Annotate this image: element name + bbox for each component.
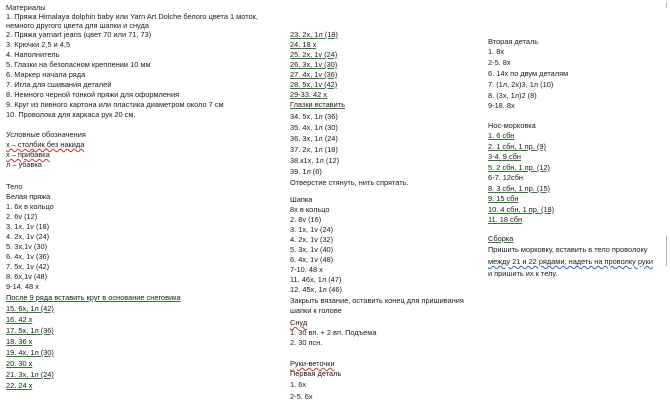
- second-part-heading: Вторая деталь: [488, 37, 539, 46]
- body-row-16: 16. 42 х: [6, 315, 33, 324]
- material-10: 10. Проволока для каркаса рук 20 см.: [6, 110, 136, 119]
- second-part-row-8: 8. (3х, 1л)2 (8): [488, 91, 537, 100]
- body-row-17: 17. 5х, 1л (36): [6, 326, 54, 335]
- hat-heading: Шапка: [290, 195, 313, 204]
- body-row-37: 37. 2х, 1л (18): [290, 145, 338, 154]
- body-row-28: 28. 5х, 1v (42): [290, 80, 338, 89]
- body-row-5: 5. 3х,1v (30): [6, 242, 48, 251]
- material-3: 3. Крючки 2,5 и 4,5: [6, 40, 71, 49]
- hat-row-12: 12. 45х, 1л (46): [290, 285, 342, 294]
- legend-sc: х – столбик без накида: [6, 140, 85, 149]
- material-1: 1. Пряжа Himalaya dolphin baby или Yarn Art Dolche белого цвета 1 моток,: [6, 12, 258, 21]
- scarf-row-1: 1. 30 вп. + 2 вп. Подъема: [290, 328, 377, 337]
- body-row-29-33: 29-33. 42 х: [290, 90, 327, 99]
- body-finish-note: Отверстие стянуть, нить спрятать.: [290, 178, 409, 187]
- second-part-row-6: 6. 14х по двум деталям: [488, 69, 569, 78]
- body-yarn: Белая пряжа: [6, 192, 51, 201]
- material-2: 2. Пряжа yarnart jeans (цвет 70 или 71, 73): [6, 30, 152, 39]
- nose-row-9: 9. 15 сбн: [488, 194, 519, 203]
- second-part-row-7: 7. (1л, 2х)3, 1л (10): [488, 80, 554, 89]
- materials-heading: Материалы: [6, 3, 46, 12]
- material-4: 4. Наполнитель: [6, 50, 60, 59]
- material-9: 9. Круг из пивного картона или пластика диаметром около 7 см: [6, 100, 224, 109]
- nose-row-6-7: 6-7. 12сбн: [488, 173, 524, 182]
- body-row-18: 18. 36 х: [6, 337, 33, 346]
- legend-heading: Условные обозначения: [6, 130, 86, 139]
- body-row-38: 38.к1х, 1л (12): [290, 156, 340, 165]
- assembly-text-1: Пришить морковку, вставить в тело проволоку: [488, 245, 648, 254]
- body-row-26: 26. 3х, 1v (30): [290, 60, 338, 69]
- nose-row-10: 10. 4 сбн, 1 пр. (18): [488, 205, 555, 214]
- scarf-row-2: 2. 30 псн.: [290, 338, 323, 347]
- body-row-21: 21. 3х, 1л (24): [6, 370, 54, 379]
- nose-row-1: 1. 6 сбн: [488, 131, 515, 140]
- body-row-3: 3. 1х, 1v (18): [6, 222, 50, 231]
- body-row-34: 34. 5х, 1л (36): [290, 112, 338, 121]
- arms-heading: Руки-веточки: [290, 359, 335, 368]
- scarf-heading: Снуд: [290, 318, 308, 327]
- hat-row-3: 3. 1х, 1v (24): [290, 225, 334, 234]
- second-part-row-1: 1. 8х: [488, 47, 505, 56]
- legend-increase: х – прибавка: [6, 150, 50, 159]
- body-row-22: 22. 24 х: [6, 381, 33, 390]
- body-row-23: 23. 2х, 1л (18): [290, 30, 338, 39]
- body-insert-circle-note: После 9 ряда вставить круг в основание снеговика: [6, 293, 181, 302]
- page-edge-line-bottom: [666, 236, 667, 266]
- nose-row-2: 2. 1 сбн, 1 пр. (9): [488, 142, 546, 151]
- nose-row-5: 5. 2 сбн, 1 пр. (12): [488, 163, 551, 172]
- body-heading: Тело: [6, 182, 23, 191]
- arms-row-2-5: 2-5. 6х: [290, 392, 313, 401]
- page-edge-line-top: [666, 2, 667, 8]
- arms-row-1: 1. 6х: [290, 380, 307, 389]
- body-row-9-14: 9-14. 48 х: [6, 282, 39, 291]
- material-5: 5. Глазки на безопасном креплении 10 мм: [6, 60, 151, 69]
- legend-decrease: л – убавка: [6, 160, 42, 169]
- body-row-19: 19. 4х, 1л (30): [6, 348, 54, 357]
- body-row-2: 2. 6v (12): [6, 212, 38, 221]
- hat-row-2: 2. 8v (16): [290, 215, 322, 224]
- body-row-8: 8. 6х,1v (48): [6, 272, 48, 281]
- hat-finish-note-cont: шапки к голове: [290, 306, 342, 315]
- body-row-15: 15. 6х, 1л (42): [6, 304, 54, 313]
- body-row-6: 6. 4х, 1v (36): [6, 252, 50, 261]
- nose-row-11: 11. 18 сбн: [488, 215, 523, 224]
- assembly-text-3: и пришить их к телу.: [488, 269, 558, 278]
- hat-row-5: 5. 3х, 1v (40): [290, 245, 334, 254]
- body-row-4: 4. 2х, 1v (24): [6, 232, 50, 241]
- material-8: 8. Немного черной тонкой пряжи для оформления: [6, 90, 180, 99]
- assembly-text-2: между 21 и 22 рядами, надеть на проволку руки: [488, 257, 653, 266]
- body-row-36: 36. 3х, 1л (24): [290, 134, 338, 143]
- second-part-row-9-18: 9-18. 8х: [488, 101, 515, 110]
- body-row-25: 25. 2х, 1v (24): [290, 50, 338, 59]
- material-7: 7. Игла для сшивания деталей: [6, 80, 112, 89]
- body-row-27: 27. 4х, 1v (36): [290, 70, 338, 79]
- hat-row-7-10: 7-10. 48 х: [290, 265, 323, 274]
- hat-row-4: 4. 2х, 1v (32): [290, 235, 334, 244]
- body-row-35: 35. 4х, 1л (30): [290, 123, 338, 132]
- body-row-20: 20. 30 х: [6, 359, 33, 368]
- hat-row-11: 11. 46х, 1л (47): [290, 275, 342, 284]
- hat-finish-note: Закрыть вязание, оставить конец для пришивания: [290, 296, 464, 305]
- assembly-heading: Сборка: [488, 234, 514, 243]
- material-1-cont: немного другого цвета для шапки и снуда: [6, 21, 149, 30]
- eyes-note: Глазки вставить: [290, 100, 345, 109]
- body-row-1: 1. 6х в кольцо: [6, 202, 54, 211]
- second-part-row-2-5: 2-5. 8х: [488, 58, 511, 67]
- nose-heading: Нос-морковка: [488, 121, 536, 130]
- nose-row-3-4: 3-4. 9 сбн: [488, 152, 521, 161]
- body-row-24: 24. 18 х: [290, 40, 317, 49]
- nose-row-8: 8. 3 сбн, 1 пр. (15): [488, 184, 551, 193]
- hat-row-1: 8х в кольцо: [290, 205, 330, 214]
- body-row-7: 7. 5х, 1v (42): [6, 262, 50, 271]
- hat-row-6: 6. 4х, 1v (48): [290, 255, 334, 264]
- body-row-39: 39. 1л (6): [290, 167, 322, 176]
- material-6: 6. Маркер начала ряда: [6, 70, 86, 79]
- arms-first-part: Первая деталь: [290, 369, 342, 378]
